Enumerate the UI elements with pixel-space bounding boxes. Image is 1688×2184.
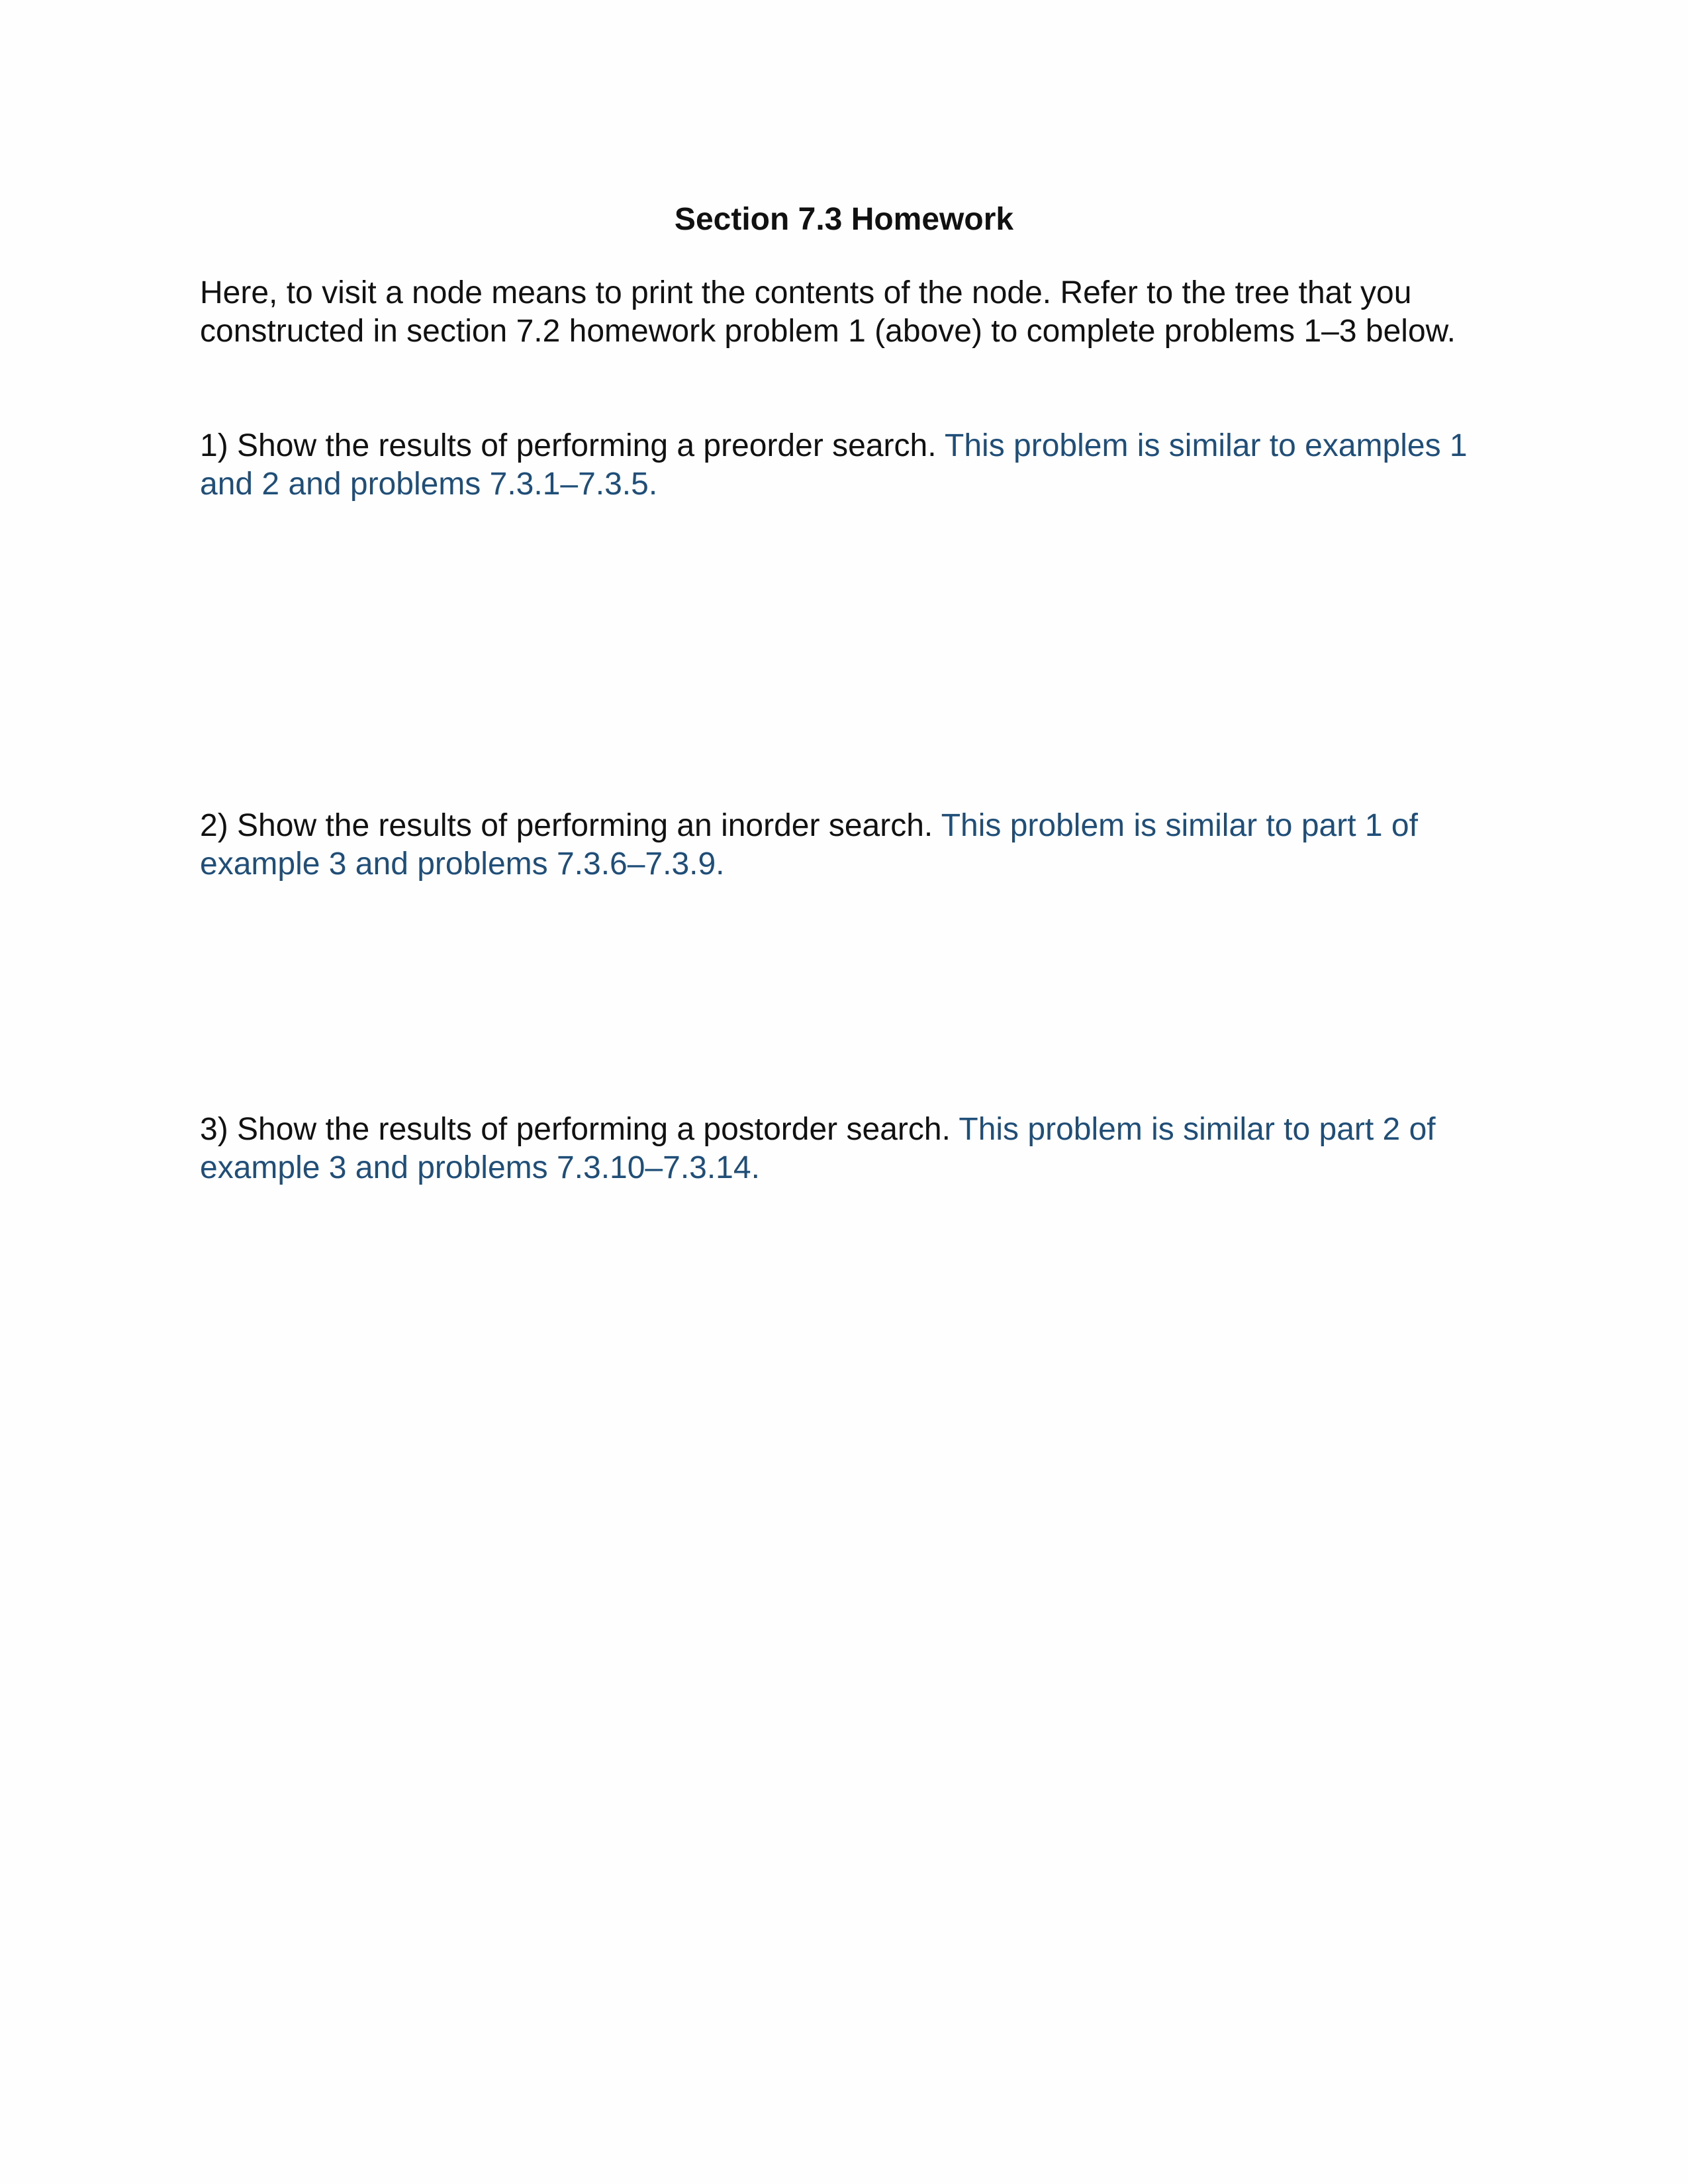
- intro-paragraph: Here, to visit a node means to print the contents of the node. Refer to the tree that you constructed in section 7.2 homework problem 1 (above) to complete problems 1–3 below.: [200, 275, 1456, 349]
- problem-2-hint: This problem is similar to part 1 of example 3 and problems 7.3.6–7.3.9.: [200, 808, 1418, 882]
- problem-3-question: Show the results of performing a postorder search.: [237, 1112, 951, 1147]
- problem-3: [200, 1111, 1511, 1187]
- problem-2: [200, 807, 1511, 884]
- page-title: Section 7.3 Homework: [674, 202, 1014, 237]
- problem-3-hint: This problem is similar to part 2 of example 3 and problems 7.3.10–7.3.14.: [200, 1112, 1436, 1185]
- problem-2-question: Show the results of performing an inorder search.: [237, 808, 933, 843]
- problem-2-number: 2): [200, 808, 228, 843]
- problem-3-number: 3): [200, 1112, 228, 1147]
- problem-1: [200, 427, 1511, 504]
- problem-1-question: Show the results of performing a preorder search.: [237, 428, 937, 463]
- problem-1-number: 1): [200, 428, 228, 463]
- problem-1-hint: This problem is similar to examples 1 and 2 and problems 7.3.1–7.3.5.: [200, 428, 1468, 502]
